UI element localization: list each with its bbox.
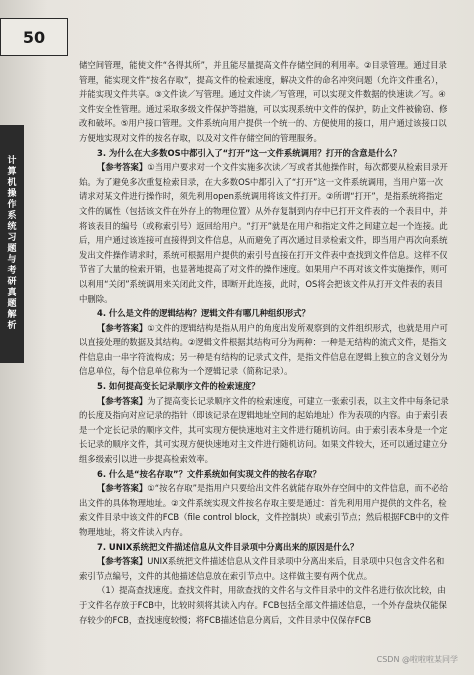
answer-3-text: ①当用户要求对一个文件实施多次读／写或者其他操作时，每次都要从检索目录开始。为了避免多次重复检索目录，在大多数OS中都引入了“打开”这一文件系统调用，当用户第一次请求对某文件进行操作时，须先利用open系统调用将该文件打开。②所谓“打开”，是指系统将指定文件的属性（包括该文件在外存上的物理位置）从外存复制到内存中已打开文件表的一个表目中，并将该表目的编号（或称索引号）返回给用户。“打开”就是在用户和指定文件之间建立起一个连接。此后，用户通过该连接可直接得到文件信息，从而避免了再次通过目录检索文件，即当用户再次向系统发出文件操作请求时，系统可根据用户提供的索引号直接在打开文件表中查找到文件信息。这样不仅节省了大量的检索开销，也显著地提高了对文件的操作速度。如果用户不再对该文件实施操作，则可以利用“关闭”系统调用来关闭此文件，即断开此连接，此时，OS将会把该文件从打开文件表的表目中删除。 (79, 162, 448, 304)
answer-4 (79, 321, 451, 379)
answer-5-text: 为了提高变长记录顺序文件的检索速度，可建立一张索引表，以主文件中每条记录的长度及指向对应记录的指针（即该记录在逻辑地址空间的起始地址）作为表项的内容。由于索引表是一个定长记录的顺序文件，其可实现方便快速地对主文件进行随机访问。由于索引表本身是一个定长记录的顺序文件，其可实现方便快速地对主文件进行随机访问。如果文件较大，还可以通过建立分组多级索引以进一步提高检索效率。 (79, 395, 449, 465)
tail-paragraph: （1）提高查找速度。查找文件时，用欲查找的文件名与文件目录中的文件名进行依次比较，由于文件名存放于FCB中，比较时须将其读入内存。FCB包括全部文件描述信息，一个外存盘块仅能保存较少的FCB，查找速度较慢；将FCB描述信息分离后，文件目录中仅保存FCB (79, 585, 447, 625)
answer-4-text: ①文件的逻辑结构是指从用户的角度出发所观察到的文件组织形式，也就是用户可以直接处理的数据及其结构。②逻辑文件根据其结构可分为两种：一种是无结构的流式文件，是指文件信息由一串字符流构成；另一种是有结构的记录式文件，是指文件信息在逻辑上独立的含义划分为信息单位，每个信息单位称为一个逻辑记录（简称记录）。 (79, 322, 448, 377)
question-6: 6. 什么是“按名存取”？文件系统如何实现文件的按名存取？ (97, 468, 321, 479)
answer-5 (79, 394, 451, 467)
question-7: 7. UNIX系统把文件描述信息从文件目录项中分离出来的原因是什么？ (97, 541, 359, 552)
answer-6-text: ①“按名存取”是指用户只要给出文件名就能存取外存空间中的文件信息，而不必给出文件的具体物理地址。②文件系统实现文件按名存取主要是通过：首先利用用户提供的文件名，检索文件目录中该文件的FCB（file control block，文件控制块）或索引节点；然后根据FCB中的文件物理地址，将文件读入内存。 (79, 483, 450, 537)
chapter-side-tab (0, 125, 24, 363)
answer-7-text: UNIX系统把文件描述信息从文件目录项中分离出来后，目录项中只包含文件名和索引节点编号，文件的其他描述信息放在索引节点中。这样做主要有两个优点。 (79, 556, 445, 581)
side-tab-text: 计算机操作系统习题与考研真题解析 (7, 156, 17, 331)
question-3: 3. 为什么在大多数OS中都引入了“打开”这一文件系统调用？打开的含意是什么？ (97, 147, 402, 158)
answer-tag: 【参考答案】 (97, 162, 148, 173)
answer-7 (79, 554, 451, 583)
question-5: 5. 如何提高变长记录顺序文件的检索速度？ (97, 381, 260, 392)
question-4: 4. 什么是文件的逻辑结构？逻辑文件有哪几种组织形式？ (97, 308, 310, 319)
answer-tag: 【参考答案】 (97, 483, 148, 494)
intro-paragraph: 储空间管理，能使文件“各得其所”，并且能尽量提高文件存储空间的利用率。②目录管理。通过目录管理，能实现文件“按名存取”，提高文件的检索速度，解决文件的命名冲突问题（允许文件重名），并能实现文件共享。③文件读／写管理。通过文件读／写管理，可以实现文件数据的快速读／写。④文件安全性管理。通过采取多级文件保护等措施，可以实现系统中文件的保护，防止文件被偷窃、修改和破坏。⑤用户接口管理。文件系统向用户提供一个统一的、方便使用的接口，用户通过该接口以方便地实现对文件的按名存取，以及对文件存储空间的管理服务。 (79, 60, 448, 143)
answer-6 (79, 481, 451, 539)
answer-tag: 【参考答案】 (97, 395, 148, 406)
page-number: 50 (0, 18, 68, 56)
page-body (79, 58, 451, 627)
answer-tag: 【参考答案】 (97, 322, 148, 333)
answer-3 (79, 160, 451, 306)
answer-tag: 【参考答案】 (97, 556, 148, 567)
csdn-watermark: CSDN @啦啦啦某同学 (376, 655, 458, 664)
